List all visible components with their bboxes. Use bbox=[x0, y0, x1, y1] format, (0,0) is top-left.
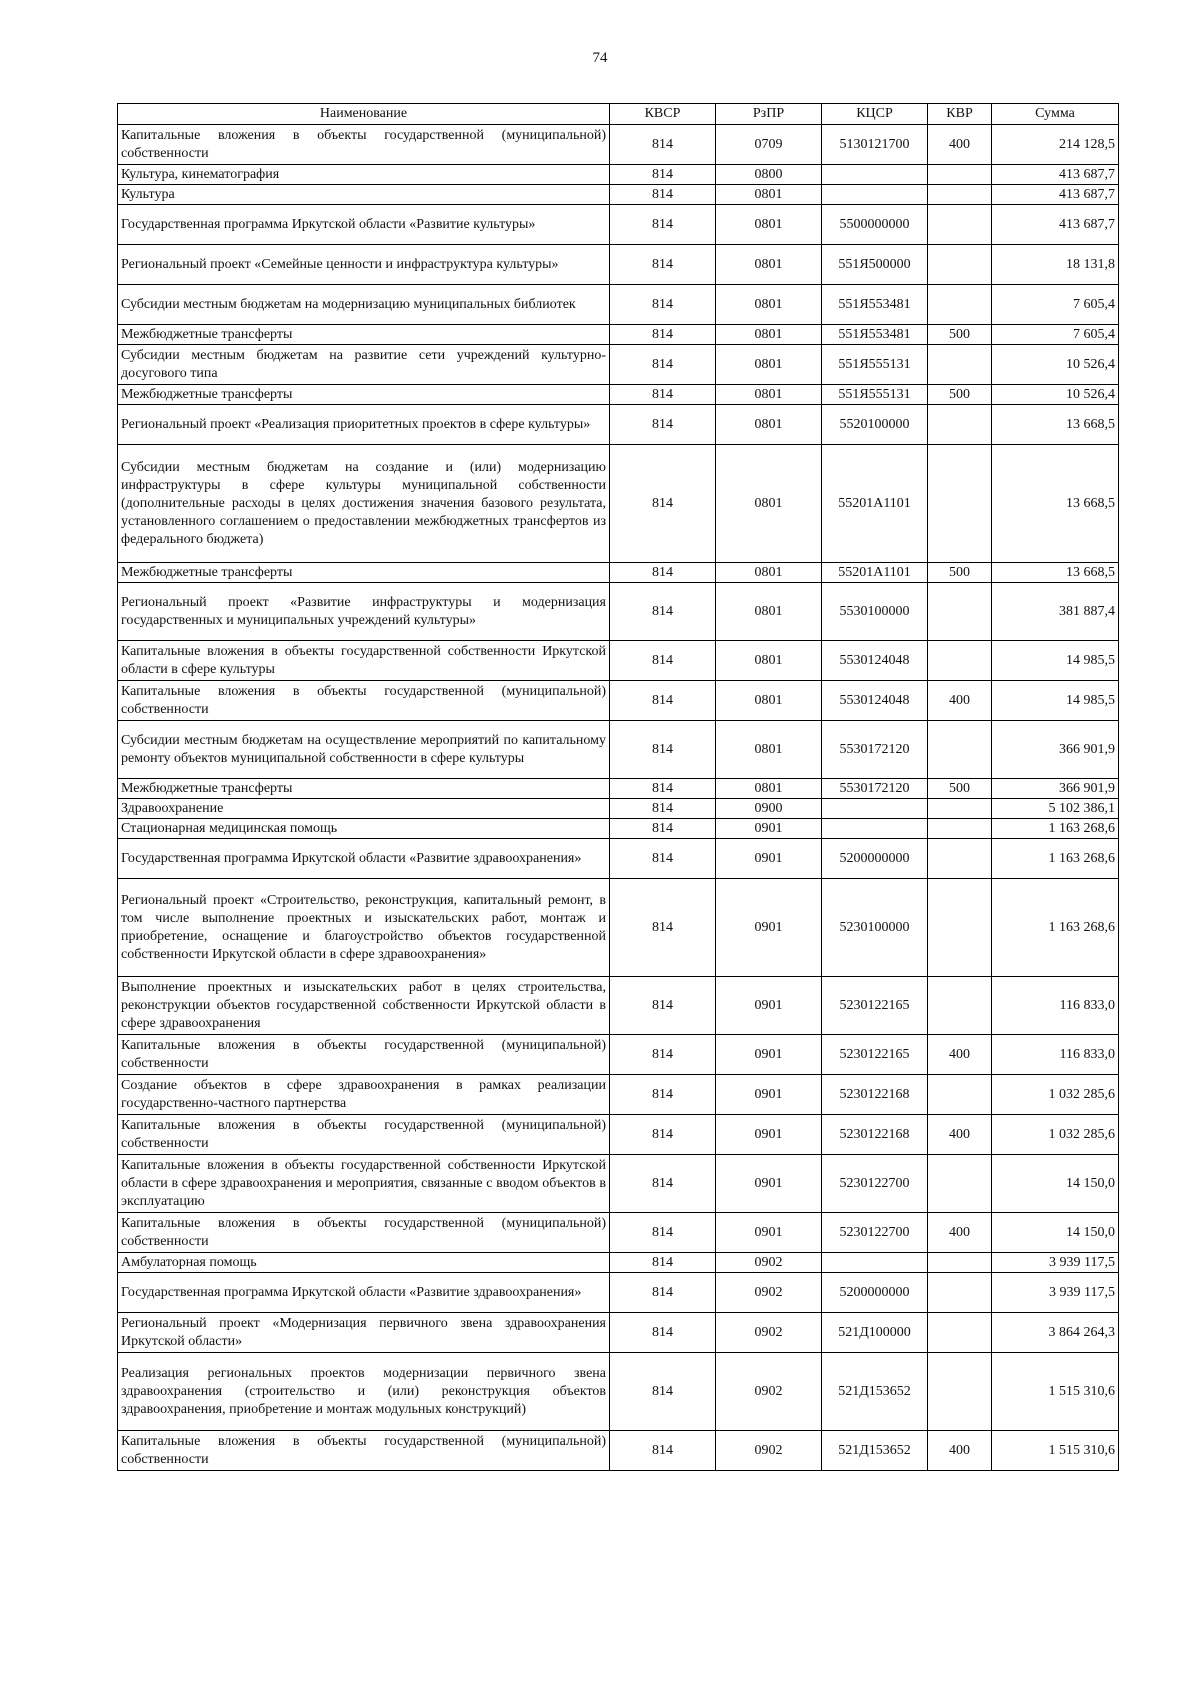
table-body bbox=[118, 125, 1119, 1471]
cell-kvr bbox=[928, 583, 992, 641]
table-row bbox=[118, 819, 1119, 839]
cell-kcsr: 5530124048 bbox=[822, 681, 928, 721]
cell-rzpr: 0801 bbox=[716, 245, 822, 285]
cell-name: Субсидии местным бюджетам на осуществление мероприятий по капитальному ремонту объектов муниципальной собственности в сфере культуры bbox=[118, 721, 610, 779]
cell-sum: 1 032 285,6 bbox=[992, 1115, 1119, 1155]
table-row bbox=[118, 641, 1119, 681]
cell-name: Культура, кинематография bbox=[118, 165, 610, 185]
cell-sum: 1 163 268,6 bbox=[992, 879, 1119, 977]
cell-sum: 14 985,5 bbox=[992, 641, 1119, 681]
cell-sum: 413 687,7 bbox=[992, 165, 1119, 185]
table-row bbox=[118, 1313, 1119, 1353]
table-row bbox=[118, 1035, 1119, 1075]
cell-kvsr: 814 bbox=[610, 1035, 716, 1075]
cell-rzpr: 0902 bbox=[716, 1313, 822, 1353]
table-row bbox=[118, 879, 1119, 977]
cell-rzpr: 0801 bbox=[716, 681, 822, 721]
cell-kcsr: 551Я553481 bbox=[822, 285, 928, 325]
cell-kvsr: 814 bbox=[610, 185, 716, 205]
cell-name: Межбюджетные трансферты bbox=[118, 779, 610, 799]
cell-kvr bbox=[928, 721, 992, 779]
header-kcsr: КЦСР bbox=[822, 104, 928, 125]
table-row bbox=[118, 245, 1119, 285]
cell-name: Субсидии местным бюджетам на развитие сети учреждений культурно-досугового типа bbox=[118, 345, 610, 385]
cell-rzpr: 0801 bbox=[716, 583, 822, 641]
cell-kcsr: 5520100000 bbox=[822, 405, 928, 445]
cell-name: Стационарная медицинская помощь bbox=[118, 819, 610, 839]
cell-kvr: 400 bbox=[928, 1213, 992, 1253]
cell-rzpr: 0801 bbox=[716, 385, 822, 405]
cell-name: Региональный проект «Семейные ценности и инфраструктура культуры» bbox=[118, 245, 610, 285]
table-row bbox=[118, 1213, 1119, 1253]
cell-kcsr: 521Д153652 bbox=[822, 1431, 928, 1471]
cell-kcsr: 5230100000 bbox=[822, 879, 928, 977]
cell-kvr bbox=[928, 1075, 992, 1115]
cell-name: Создание объектов в сфере здравоохранения в рамках реализации государственно-частного партнерства bbox=[118, 1075, 610, 1115]
cell-kvr bbox=[928, 245, 992, 285]
cell-kvsr: 814 bbox=[610, 1155, 716, 1213]
cell-rzpr: 0901 bbox=[716, 1115, 822, 1155]
table-row bbox=[118, 345, 1119, 385]
cell-kcsr bbox=[822, 799, 928, 819]
cell-kvr bbox=[928, 405, 992, 445]
cell-sum: 13 668,5 bbox=[992, 445, 1119, 563]
cell-kvr bbox=[928, 205, 992, 245]
cell-name: Межбюджетные трансферты bbox=[118, 325, 610, 345]
cell-kvr bbox=[928, 977, 992, 1035]
cell-sum: 413 687,7 bbox=[992, 185, 1119, 205]
cell-kvr bbox=[928, 839, 992, 879]
cell-kvsr: 814 bbox=[610, 245, 716, 285]
cell-kcsr bbox=[822, 1253, 928, 1273]
cell-kvr: 400 bbox=[928, 681, 992, 721]
table-row bbox=[118, 1075, 1119, 1115]
cell-kvsr: 814 bbox=[610, 819, 716, 839]
table-row bbox=[118, 839, 1119, 879]
cell-kcsr: 5200000000 bbox=[822, 839, 928, 879]
cell-sum: 7 605,4 bbox=[992, 285, 1119, 325]
cell-kcsr: 55201А1101 bbox=[822, 563, 928, 583]
cell-name: Капитальные вложения в объекты государственной (муниципальной) собственности bbox=[118, 681, 610, 721]
cell-kcsr: 5230122168 bbox=[822, 1115, 928, 1155]
cell-kvsr: 814 bbox=[610, 1213, 716, 1253]
cell-kvsr: 814 bbox=[610, 721, 716, 779]
cell-name: Государственная программа Иркутской области «Развитие здравоохранения» bbox=[118, 839, 610, 879]
cell-kvr bbox=[928, 799, 992, 819]
table-row bbox=[118, 205, 1119, 245]
cell-name: Субсидии местным бюджетам на создание и (или) модернизацию инфраструктуры в сфере культуры муниципальной собственности (дополнительные расходы в целях достижения значения базового результата, установленного соглашением о предоставлении межбюджетных трансфертов из федерального бюджета) bbox=[118, 445, 610, 563]
cell-rzpr: 0801 bbox=[716, 563, 822, 583]
table-header-row bbox=[118, 104, 1119, 125]
cell-name: Здравоохранение bbox=[118, 799, 610, 819]
cell-sum: 214 128,5 bbox=[992, 125, 1119, 165]
cell-kcsr: 5230122700 bbox=[822, 1155, 928, 1213]
cell-sum: 3 864 264,3 bbox=[992, 1313, 1119, 1353]
cell-kvsr: 814 bbox=[610, 1115, 716, 1155]
cell-rzpr: 0709 bbox=[716, 125, 822, 165]
table-row bbox=[118, 445, 1119, 563]
cell-kcsr: 521Д100000 bbox=[822, 1313, 928, 1353]
table-row bbox=[118, 583, 1119, 641]
cell-rzpr: 0801 bbox=[716, 185, 822, 205]
cell-rzpr: 0801 bbox=[716, 641, 822, 681]
cell-kvr: 500 bbox=[928, 563, 992, 583]
cell-kvr bbox=[928, 1253, 992, 1273]
table-row bbox=[118, 1273, 1119, 1313]
cell-kvsr: 814 bbox=[610, 641, 716, 681]
cell-kvr bbox=[928, 1313, 992, 1353]
cell-kcsr: 551Я555131 bbox=[822, 385, 928, 405]
cell-kvsr: 814 bbox=[610, 1273, 716, 1313]
cell-kcsr bbox=[822, 165, 928, 185]
cell-sum: 1 515 310,6 bbox=[992, 1431, 1119, 1471]
cell-sum: 1 032 285,6 bbox=[992, 1075, 1119, 1115]
cell-kvr bbox=[928, 641, 992, 681]
cell-name: Государственная программа Иркутской области «Развитие здравоохранения» bbox=[118, 1273, 610, 1313]
cell-name: Региональный проект «Строительство, реконструкция, капитальный ремонт, в том числе выполнение проектных и изыскательских работ, монтаж и приобретение, оснащение и благоустройство объектов государственной собственности Иркутской области в сфере здравоохранения» bbox=[118, 879, 610, 977]
cell-kvsr: 814 bbox=[610, 977, 716, 1035]
cell-kcsr: 55201А1101 bbox=[822, 445, 928, 563]
cell-sum: 116 833,0 bbox=[992, 977, 1119, 1035]
table-row bbox=[118, 721, 1119, 779]
cell-rzpr: 0902 bbox=[716, 1353, 822, 1431]
cell-rzpr: 0800 bbox=[716, 165, 822, 185]
cell-name: Реализация региональных проектов модернизации первичного звена здравоохранения (строительство и (или) реконструкция объектов здравоохранения, приобретение и монтаж модульных конструкций) bbox=[118, 1353, 610, 1431]
cell-kvsr: 814 bbox=[610, 125, 716, 165]
cell-kcsr: 5130121700 bbox=[822, 125, 928, 165]
table-row bbox=[118, 125, 1119, 165]
cell-kvr bbox=[928, 879, 992, 977]
cell-kcsr bbox=[822, 819, 928, 839]
cell-name: Капитальные вложения в объекты государственной (муниципальной) собственности bbox=[118, 1115, 610, 1155]
cell-rzpr: 0901 bbox=[716, 1155, 822, 1213]
cell-name: Региональный проект «Модернизация первичного звена здравоохранения Иркутской области» bbox=[118, 1313, 610, 1353]
cell-name: Капитальные вложения в объекты государственной собственности Иркутской области в сфере культуры bbox=[118, 641, 610, 681]
cell-sum: 18 131,8 bbox=[992, 245, 1119, 285]
cell-name: Капитальные вложения в объекты государственной (муниципальной) собственности bbox=[118, 1035, 610, 1075]
cell-kvsr: 814 bbox=[610, 583, 716, 641]
cell-kcsr: 5230122165 bbox=[822, 1035, 928, 1075]
table-row bbox=[118, 1253, 1119, 1273]
cell-kvr bbox=[928, 819, 992, 839]
cell-name: Культура bbox=[118, 185, 610, 205]
cell-kvsr: 814 bbox=[610, 445, 716, 563]
header-sum: Сумма bbox=[992, 104, 1119, 125]
cell-sum: 3 939 117,5 bbox=[992, 1253, 1119, 1273]
cell-kvr bbox=[928, 1273, 992, 1313]
table-row bbox=[118, 681, 1119, 721]
cell-name: Региональный проект «Реализация приоритетных проектов в сфере культуры» bbox=[118, 405, 610, 445]
header-kvr: КВР bbox=[928, 104, 992, 125]
table-row bbox=[118, 779, 1119, 799]
cell-kvr: 400 bbox=[928, 1115, 992, 1155]
cell-kvr bbox=[928, 285, 992, 325]
cell-rzpr: 0901 bbox=[716, 879, 822, 977]
table-row bbox=[118, 1115, 1119, 1155]
cell-kvsr: 814 bbox=[610, 385, 716, 405]
cell-kvr: 500 bbox=[928, 385, 992, 405]
cell-kvsr: 814 bbox=[610, 165, 716, 185]
cell-rzpr: 0901 bbox=[716, 977, 822, 1035]
header-name: Наименование bbox=[118, 104, 610, 125]
table-row bbox=[118, 1353, 1119, 1431]
cell-kvsr: 814 bbox=[610, 799, 716, 819]
cell-kvr bbox=[928, 345, 992, 385]
table-row bbox=[118, 285, 1119, 325]
cell-rzpr: 0900 bbox=[716, 799, 822, 819]
cell-rzpr: 0902 bbox=[716, 1273, 822, 1313]
cell-kcsr: 5500000000 bbox=[822, 205, 928, 245]
table-row bbox=[118, 385, 1119, 405]
cell-sum: 381 887,4 bbox=[992, 583, 1119, 641]
cell-name: Капитальные вложения в объекты государственной (муниципальной) собственности bbox=[118, 1431, 610, 1471]
cell-name: Капитальные вложения в объекты государственной (муниципальной) собственности bbox=[118, 1213, 610, 1253]
table-row bbox=[118, 405, 1119, 445]
cell-name: Межбюджетные трансферты bbox=[118, 563, 610, 583]
cell-name: Субсидии местным бюджетам на модернизацию муниципальных библиотек bbox=[118, 285, 610, 325]
cell-sum: 1 515 310,6 bbox=[992, 1353, 1119, 1431]
cell-kvsr: 814 bbox=[610, 325, 716, 345]
cell-kcsr: 5230122168 bbox=[822, 1075, 928, 1115]
table-row bbox=[118, 165, 1119, 185]
cell-kcsr: 5230122700 bbox=[822, 1213, 928, 1253]
cell-sum: 13 668,5 bbox=[992, 563, 1119, 583]
cell-sum: 10 526,4 bbox=[992, 385, 1119, 405]
cell-kvsr: 814 bbox=[610, 839, 716, 879]
cell-kvr: 500 bbox=[928, 779, 992, 799]
cell-kcsr: 551Я555131 bbox=[822, 345, 928, 385]
cell-kvsr: 814 bbox=[610, 1075, 716, 1115]
cell-sum: 5 102 386,1 bbox=[992, 799, 1119, 819]
cell-kcsr: 5530124048 bbox=[822, 641, 928, 681]
cell-kcsr: 5200000000 bbox=[822, 1273, 928, 1313]
cell-rzpr: 0901 bbox=[716, 1035, 822, 1075]
header-kvsr: КВСР bbox=[610, 104, 716, 125]
cell-kvr: 400 bbox=[928, 1431, 992, 1471]
cell-kvr bbox=[928, 165, 992, 185]
cell-sum: 13 668,5 bbox=[992, 405, 1119, 445]
cell-kvsr: 814 bbox=[610, 345, 716, 385]
cell-rzpr: 0801 bbox=[716, 345, 822, 385]
cell-kvr bbox=[928, 445, 992, 563]
cell-kvsr: 814 bbox=[610, 779, 716, 799]
budget-table bbox=[117, 103, 1119, 1471]
cell-kvr: 400 bbox=[928, 125, 992, 165]
table-row bbox=[118, 799, 1119, 819]
cell-kvsr: 814 bbox=[610, 405, 716, 445]
cell-sum: 366 901,9 bbox=[992, 721, 1119, 779]
cell-name: Региональный проект «Развитие инфраструктуры и модернизация государственных и муниципальных учреждений культуры» bbox=[118, 583, 610, 641]
cell-name: Государственная программа Иркутской области «Развитие культуры» bbox=[118, 205, 610, 245]
cell-kvsr: 814 bbox=[610, 879, 716, 977]
cell-kvr bbox=[928, 185, 992, 205]
cell-rzpr: 0902 bbox=[716, 1253, 822, 1273]
cell-kvsr: 814 bbox=[610, 563, 716, 583]
table-row bbox=[118, 325, 1119, 345]
cell-sum: 10 526,4 bbox=[992, 345, 1119, 385]
cell-kvr bbox=[928, 1155, 992, 1213]
cell-sum: 3 939 117,5 bbox=[992, 1273, 1119, 1313]
cell-sum: 14 150,0 bbox=[992, 1155, 1119, 1213]
cell-kvsr: 814 bbox=[610, 1313, 716, 1353]
cell-name: Выполнение проектных и изыскательских работ в целях строительства, реконструкции объектов государственной собственности Иркутской области в сфере здравоохранения bbox=[118, 977, 610, 1035]
cell-sum: 1 163 268,6 bbox=[992, 839, 1119, 879]
table-row bbox=[118, 977, 1119, 1035]
table-row bbox=[118, 185, 1119, 205]
cell-kcsr: 551Я553481 bbox=[822, 325, 928, 345]
cell-kvsr: 814 bbox=[610, 681, 716, 721]
cell-kcsr: 5230122165 bbox=[822, 977, 928, 1035]
table-row bbox=[118, 1431, 1119, 1471]
cell-name: Межбюджетные трансферты bbox=[118, 385, 610, 405]
cell-rzpr: 0801 bbox=[716, 779, 822, 799]
cell-kcsr: 551Я500000 bbox=[822, 245, 928, 285]
cell-sum: 14 150,0 bbox=[992, 1213, 1119, 1253]
cell-kcsr: 5530172120 bbox=[822, 721, 928, 779]
cell-sum: 366 901,9 bbox=[992, 779, 1119, 799]
cell-kvsr: 814 bbox=[610, 285, 716, 325]
cell-sum: 7 605,4 bbox=[992, 325, 1119, 345]
cell-rzpr: 0801 bbox=[716, 405, 822, 445]
cell-rzpr: 0901 bbox=[716, 1075, 822, 1115]
cell-kvsr: 814 bbox=[610, 1353, 716, 1431]
cell-rzpr: 0801 bbox=[716, 285, 822, 325]
header-rzpr: РзПР bbox=[716, 104, 822, 125]
cell-sum: 413 687,7 bbox=[992, 205, 1119, 245]
cell-kvsr: 814 bbox=[610, 1431, 716, 1471]
cell-kcsr: 5530100000 bbox=[822, 583, 928, 641]
table-row bbox=[118, 563, 1119, 583]
cell-rzpr: 0901 bbox=[716, 1213, 822, 1253]
cell-kvr bbox=[928, 1353, 992, 1431]
cell-sum: 116 833,0 bbox=[992, 1035, 1119, 1075]
cell-kvsr: 814 bbox=[610, 1253, 716, 1273]
cell-rzpr: 0901 bbox=[716, 819, 822, 839]
cell-kvr: 500 bbox=[928, 325, 992, 345]
cell-kcsr: 5530172120 bbox=[822, 779, 928, 799]
page-number: 74 bbox=[592, 50, 608, 66]
cell-kcsr bbox=[822, 185, 928, 205]
cell-sum: 1 163 268,6 bbox=[992, 819, 1119, 839]
cell-kvr: 400 bbox=[928, 1035, 992, 1075]
cell-rzpr: 0901 bbox=[716, 839, 822, 879]
cell-rzpr: 0902 bbox=[716, 1431, 822, 1471]
cell-name: Амбулаторная помощь bbox=[118, 1253, 610, 1273]
cell-kcsr: 521Д153652 bbox=[822, 1353, 928, 1431]
cell-rzpr: 0801 bbox=[716, 721, 822, 779]
table-row bbox=[118, 1155, 1119, 1213]
cell-sum: 14 985,5 bbox=[992, 681, 1119, 721]
cell-name: Капитальные вложения в объекты государственной собственности Иркутской области в сфере здравоохранения и мероприятия, связанные с вводом объектов в эксплуатацию bbox=[118, 1155, 610, 1213]
cell-rzpr: 0801 bbox=[716, 325, 822, 345]
cell-kvsr: 814 bbox=[610, 205, 716, 245]
cell-name: Капитальные вложения в объекты государственной (муниципальной) собственности bbox=[118, 125, 610, 165]
cell-rzpr: 0801 bbox=[716, 445, 822, 563]
cell-rzpr: 0801 bbox=[716, 205, 822, 245]
